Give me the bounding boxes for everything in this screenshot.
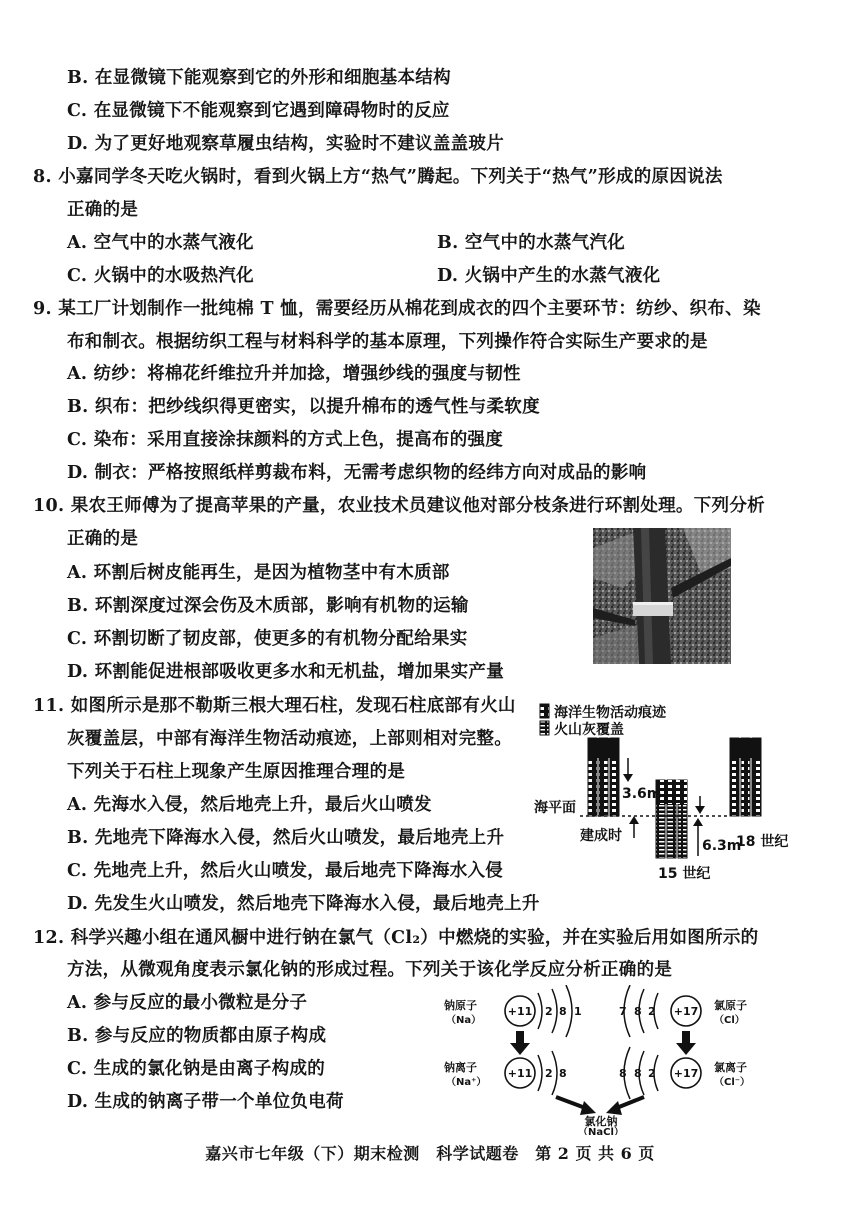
na-ion-nucleus-charge: +11 xyxy=(507,1067,533,1080)
cl-ion-nucleus-charge: +17 xyxy=(673,1067,699,1080)
na-to-nacl-arrow xyxy=(580,1101,596,1115)
cl-atom-label: 氯原子 xyxy=(714,999,747,1012)
nacl-label: 氯化钠 xyxy=(584,1115,618,1128)
legend-ash-swatch xyxy=(540,721,549,735)
cl-ion-shell-outer: 8 xyxy=(619,1067,627,1080)
q8-stem-line2: 正确的是 xyxy=(67,200,139,220)
na-atom-nucleus-charge: +11 xyxy=(507,1005,533,1018)
q7-option-b: B. 在显微镜下能观察到它的外形和细胞基本结构 xyxy=(67,68,451,88)
cl-ion-shell-inner: 2 xyxy=(648,1067,656,1080)
na-atom-shell-1: 2 xyxy=(545,1005,553,1018)
built-time-label: 建成时 xyxy=(580,828,622,844)
cl-ion-label: 氯离子 xyxy=(714,1061,747,1074)
q8-option-a: A. 空气中的水蒸气液化 xyxy=(67,233,254,253)
na-down-arrow xyxy=(510,1031,530,1055)
q11-option-c: C. 先地壳上升，然后火山喷发，最后地壳下降海水入侵 xyxy=(67,861,504,881)
legend-marine-swatch xyxy=(540,704,549,718)
q9-stem-line1: 9. 某工厂计划制作一批纯棉 T 恤，需要经历从棉花到成衣的四个主要环节：纺纱、织布、染 xyxy=(33,299,761,319)
q12-stem-line1: 12. 科学兴趣小组在通风橱中进行钠在氯气（Cl₂）中燃烧的实验，并在实验后用如图所示的 xyxy=(33,928,759,948)
q10-stem-line1: 10. 果农王师傅为了提高苹果的产量，农业技术员建议他对部分枝条进行环割处理。下列分析 xyxy=(33,496,765,516)
q11-stem-line2: 灰覆盖层，中部有海洋生物活动痕迹，上部则相对完整。 xyxy=(67,729,512,749)
q9-option-b: B. 织布：把纱线织得更密实，以提升棉布的透气性与柔软度 xyxy=(67,397,540,417)
na-ion-shell-2: 8 xyxy=(559,1067,567,1080)
cl-ion-shell-mid: 8 xyxy=(634,1067,642,1080)
cl-atom-shell-inner: 2 xyxy=(648,1005,656,1018)
girdled-tree-photo xyxy=(593,528,731,664)
na-atom-label: 钠原子 xyxy=(444,999,477,1012)
q8-option-d: D. 火锅中产生的水蒸气液化 xyxy=(437,266,661,286)
depth-3-6m-label: 3.6m xyxy=(622,786,662,802)
sea-level-label: 海平面 xyxy=(534,800,576,816)
q11-option-a: A. 先海水入侵，然后地壳上升，最后火山喷发 xyxy=(67,795,432,815)
cl-atom-symbol: （Cl） xyxy=(714,1015,745,1026)
legend-marine-label: 海洋生物活动痕迹 xyxy=(554,705,666,721)
depth-6-3m-label: 6.3m xyxy=(702,838,742,854)
q8-stem-line1: 8. 小嘉同学冬天吃火锅时，看到火锅上方“热气”腾起。下列关于“热气”形成的原因说法 xyxy=(33,167,723,187)
q11-stem-line3: 下列关于石柱上现象产生原因推理合理的是 xyxy=(67,762,406,782)
columns-built xyxy=(588,738,619,816)
cl-down-arrow xyxy=(676,1031,696,1055)
q12-option-a: A. 参与反应的最小微粒是分子 xyxy=(67,993,308,1013)
nacl-formation-diagram xyxy=(438,985,768,1135)
na-ion-symbol: （Na⁺） xyxy=(446,1077,487,1088)
q12-stem-line2: 方法，从微观角度表示氯化钠的形成过程。下列关于该化学反应分析正确的是 xyxy=(67,960,673,980)
q11-option-d: D. 先发生火山喷发，然后地壳下降海水入侵，最后地壳上升 xyxy=(67,894,540,914)
q8-option-b: B. 空气中的水蒸气汽化 xyxy=(437,233,626,253)
q10-option-d: D. 环割能促进根部吸收更多水和无机盐，增加果实产量 xyxy=(67,662,505,682)
na-ion-shell-1: 2 xyxy=(545,1067,553,1080)
q10-option-b: B. 环割深度过深会伤及木质部，影响有机物的运输 xyxy=(67,596,469,616)
q7-option-d: D. 为了更好地观察草履虫结构，实验时不建议盖盖玻片 xyxy=(67,134,505,154)
q9-option-a: A. 纺纱：将棉花纤维拉升并加捻，增强纱线的强度与韧性 xyxy=(67,364,521,384)
page-footer: 嘉兴市七年级（下）期末检测 科学试题卷 第 2 页 共 6 页 xyxy=(205,1144,655,1163)
q11-stem-line1: 11. 如图所示是那不勒斯三根大理石柱，发现石柱底部有火山 xyxy=(33,696,516,716)
q10-stem-line2: 正确的是 xyxy=(67,529,139,549)
q11-option-b: B. 先地壳下降海水入侵，然后火山喷发，最后地壳上升 xyxy=(67,828,505,848)
cl-atom-shell-outer: 7 xyxy=(619,1005,627,1018)
cl-atom-nucleus-charge: +17 xyxy=(673,1005,699,1018)
q9-option-c: C. 染布：采用直接涂抹颜料的方式上色，提高布的强度 xyxy=(67,430,504,450)
na-atom-shell-3: 1 xyxy=(574,1005,582,1018)
q12-option-d: D. 生成的钠离子带一个单位负电荷 xyxy=(67,1092,344,1112)
q10-option-c: C. 环割切断了韧皮部，使更多的有机物分配给果实 xyxy=(67,629,468,649)
century-18-label: 18 世纪 xyxy=(736,834,789,850)
na-ion-label: 钠离子 xyxy=(444,1061,477,1074)
cl-ion-symbol: （Cl⁻） xyxy=(714,1077,751,1088)
cl-to-nacl-arrow xyxy=(606,1101,622,1115)
q9-stem-line2: 布和制衣。根据纺织工程与材料科学的基本原理，下列操作符合实际生产要求的是 xyxy=(67,332,708,352)
q12-option-c: C. 生成的氯化钠是由离子构成的 xyxy=(67,1059,326,1079)
q10-option-a: A. 环割后树皮能再生，是因为植物茎中有木质部 xyxy=(67,563,450,583)
legend-ash-label: 火山灰覆盖 xyxy=(554,722,624,738)
na-atom-symbol: （Na） xyxy=(446,1015,482,1026)
century-15-label: 15 世纪 xyxy=(658,866,711,882)
nacl-symbol: （NaCl） xyxy=(578,1127,624,1135)
q8-option-c: C. 火锅中的水吸热汽化 xyxy=(67,266,254,286)
q9-option-d: D. 制衣：严格按照纸样剪裁布料，无需考虑织物的经纬方向对成品的影响 xyxy=(67,463,647,483)
q12-option-b: B. 参与反应的物质都由原子构成 xyxy=(67,1026,327,1046)
q7-option-c: C. 在显微镜下不能观察到它遇到障碍物时的反应 xyxy=(67,101,450,121)
marble-columns-figure xyxy=(530,700,850,890)
cl-atom-shell-mid: 8 xyxy=(634,1005,642,1018)
na-atom-shell-2: 8 xyxy=(559,1005,567,1018)
columns-18th-century xyxy=(730,738,761,816)
